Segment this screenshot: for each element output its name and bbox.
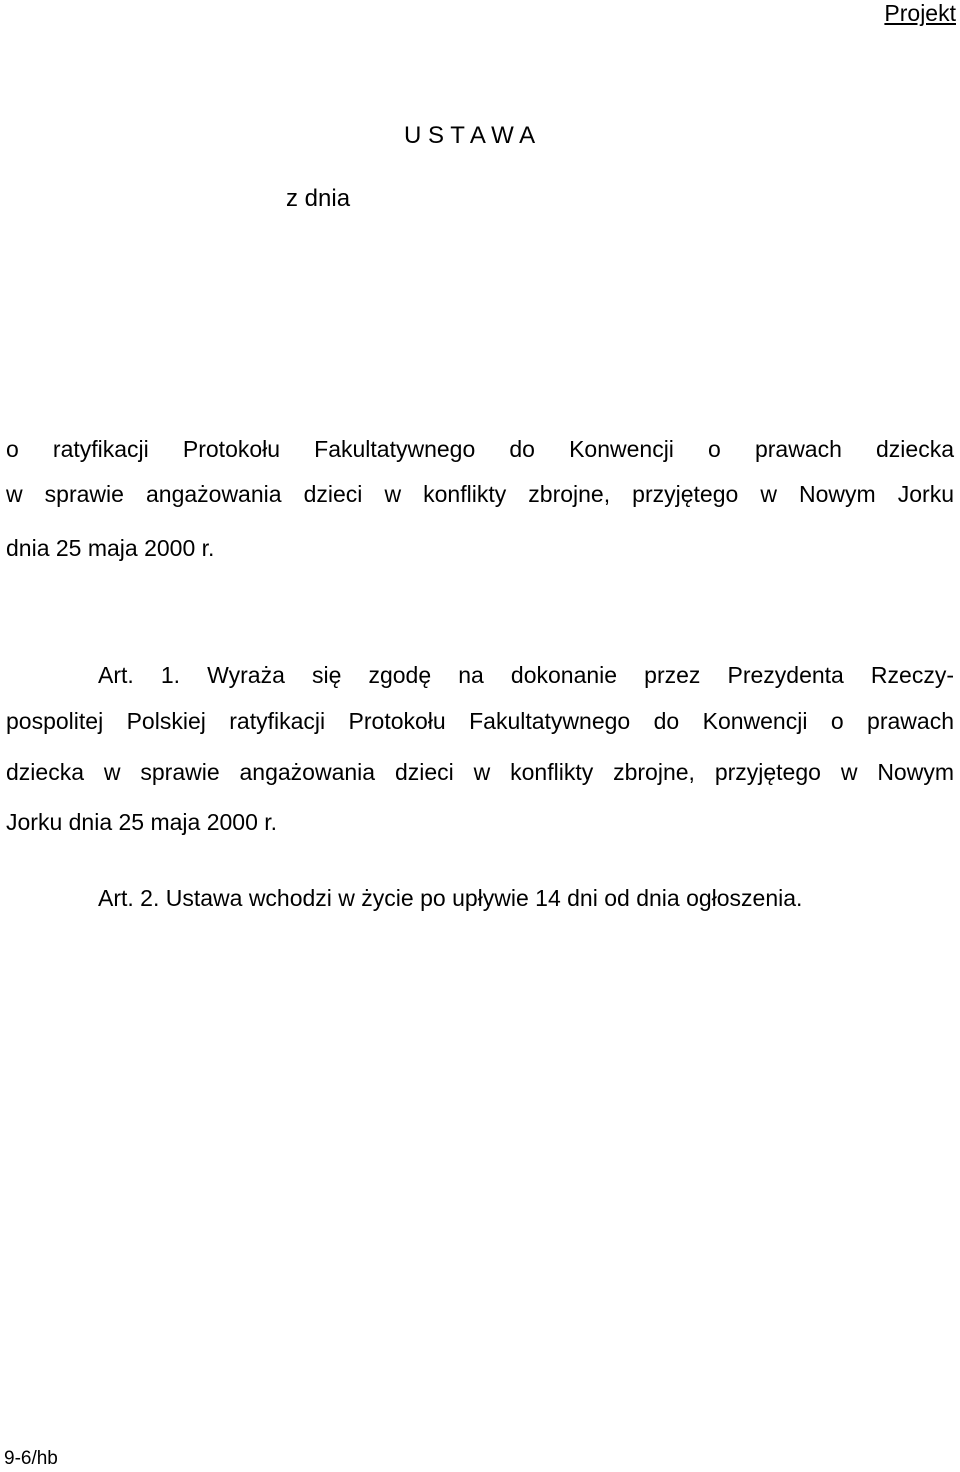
subject-line-2: w sprawie angażowania dzieci w konflikty zbrojne, przyjętego w Nowym Jorku — [6, 481, 954, 507]
article-1-line-3: dziecka w sprawie angażowania dzieci w konflikty zbrojne, przyjętego w Nowym — [6, 759, 954, 785]
article-1-line-2: pospolitej Polskiej ratyfikacji Protokołu Fakultatywnego do Konwencji o prawach — [6, 708, 954, 734]
footer-code: 9-6/hb — [4, 1448, 58, 1469]
date-line: z dnia — [286, 185, 351, 212]
projekt-label[interactable]: Projekt — [884, 0, 956, 26]
subject-line-1: o ratyfikacji Protokołu Fakultatywnego do Konwencji o prawach dziecka — [6, 436, 954, 462]
subject-line-3: dnia 25 maja 2000 r. — [6, 535, 215, 561]
document-title: U S T A W A — [404, 122, 536, 149]
article-1-line-4: Jorku dnia 25 maja 2000 r. — [6, 809, 278, 835]
article-1-line-1: Art. 1. Wyraża się zgodę na dokonanie przez Prezydenta Rzeczy- — [98, 662, 954, 688]
article-2: Art. 2. Ustawa wchodzi w życie po upływie 14 dni od dnia ogłoszenia. — [98, 885, 803, 911]
